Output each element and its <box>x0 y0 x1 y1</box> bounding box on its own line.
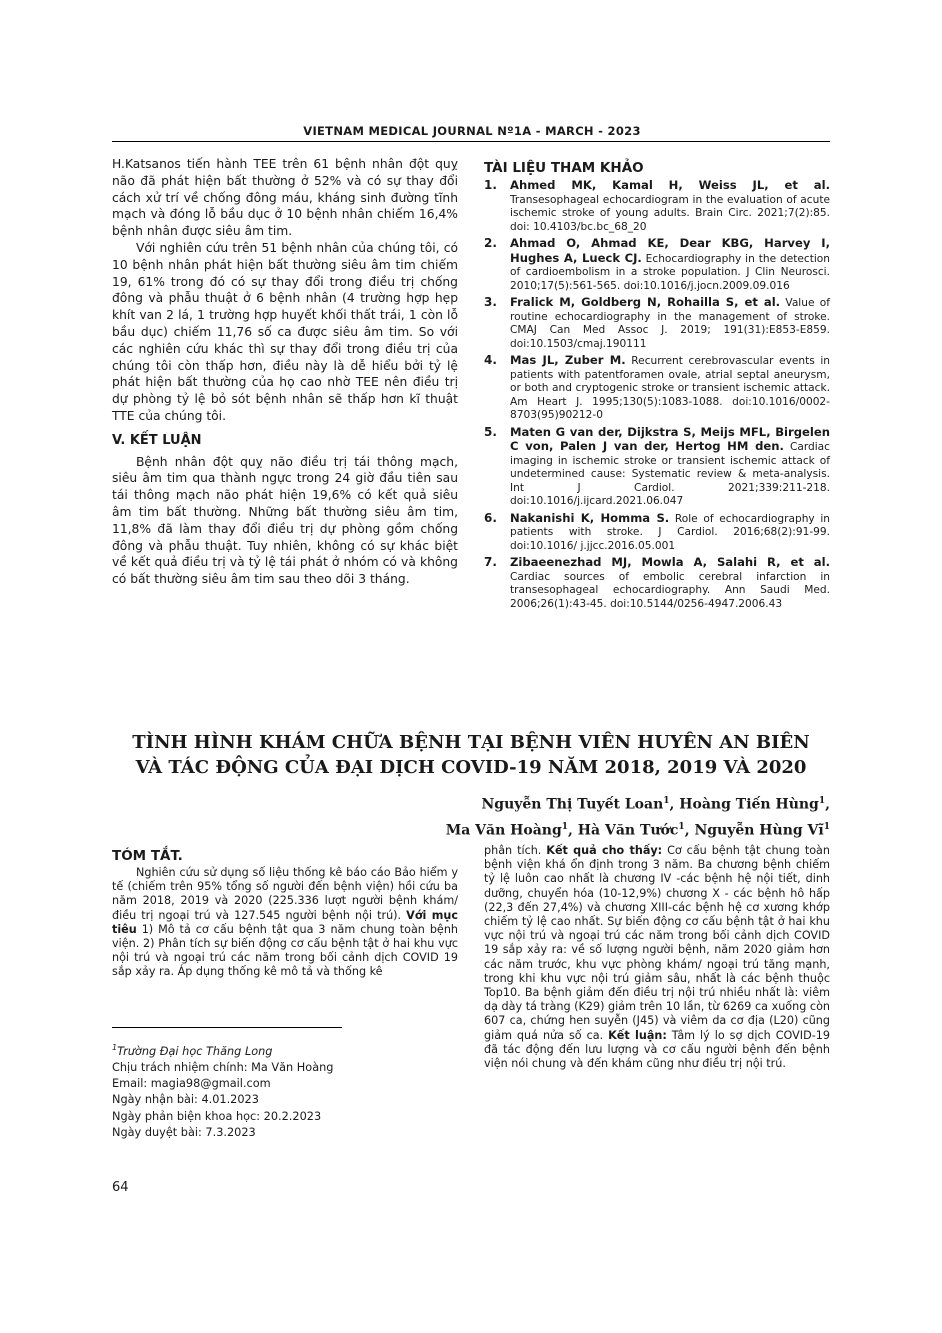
reference-number: 5. <box>484 424 497 439</box>
affiliation-mark: 1 <box>823 821 830 832</box>
objective-label: Với mục tiêu <box>112 908 458 936</box>
reference-list <box>484 179 830 611</box>
reference-item <box>484 556 830 611</box>
left-column <box>112 156 458 588</box>
reference-authors: Zibaeenezhad MJ, Mowla A, Salahi R, et al. <box>510 555 830 569</box>
reference-item <box>484 512 830 554</box>
reference-number: 6. <box>484 510 497 525</box>
summary-paragraph-1: Nghiên cứu sử dụng số liệu thống kê báo cáo Bảo hiểm y tế (chiếm trên 95% tổng số người đến bệnh viện) hồi cứu ba năm 2018, 2019 và 2020 (225.336 lượt người bệnh khám/ điều trị ngoại trú và 127.545 người bệnh nội trú). Với mục tiêu 1) Mô tả cơ cấu bệnh tật qua 3 năm chung toàn bệnh viện. 2) Phân tích sự biến động cơ cấu bệnh tật ở hai khu vực nội trú và ngoại trú các năm trong bối cảnh dịch COVID 19 sắp xảy ra. Áp dụng thống kê mô tả và thống kê <box>112 866 458 979</box>
reference-item <box>484 426 830 509</box>
paragraph-conclusion: Bệnh nhân đột quỵ não điều trị tái thông mạch, siêu âm tim qua thành ngực trong 24 giờ đầu tiên sau tái thông mạch não phát hiện 19,6% có kết quả siêu âm tim bất thường. Những bất thường siêu âm tim, 11,8% đã làm thay đổi điều trị dự phòng gồm chống đông và phẫu thuật. Tuy nhiên, không có sự khác biệt về kết quả điều trị và tỷ lệ tái phát ở nhóm có và không có bất thường siêu âm tim sau theo dõi 3 tháng. <box>112 454 458 587</box>
reference-authors: Mas JL, Zuber M. <box>510 353 626 367</box>
journal-header: VIETNAM MEDICAL JOURNAL Nº1A - MARCH - 2023 <box>303 124 641 138</box>
reference-authors: Ahmad O, Ahmad KE, Dear KBG, Harvey I, Hughes A, Lueck CJ. <box>510 236 830 265</box>
affiliation-mark: 1 <box>678 821 685 832</box>
reference-text: Echocardiography in the detection of cardioembolism in a stroke population. J Clin Neurosci. 2010;17(5):561-565. doi:10.1016/j.jocn.2009.09.016 <box>510 252 831 292</box>
affiliation: Trường Đại học Thăng Long <box>117 1044 273 1058</box>
reference-text: Role of echocardiography in patients with stroke. J Cardiol. 2016;68(2):91-99. doi:10.1016/ j.jjcc.2016.05.001 <box>510 512 830 552</box>
header-rule <box>112 141 830 142</box>
reference-authors: Ahmed MK, Kamal H, Weiss JL, et al. <box>510 178 830 192</box>
reference-authors: Maten G van der, Dijkstra S, Meijs MFL, Birgelen C von, Palen J van der, Hertog HM den. <box>510 424 830 453</box>
email: Email: magia98@gmail.com <box>112 1077 271 1091</box>
conclusion-label: Kết luận: <box>608 1028 667 1042</box>
author-list: Nguyễn Thị Tuyết Loan$^1$, Hoàng Tiến Hùng$^1$, Ma Văn Hoàng$^1$, Hà Văn Tước$^1$, Nguyễn Hùng $Vĩ^1$ <box>445 796 830 839</box>
page-number: 64 <box>112 1180 129 1195</box>
reference-number: 4. <box>484 353 497 367</box>
paragraph-our-study: Với nghiên cứu trên 51 bệnh nhân của chúng tôi, có 10 bệnh nhân phát hiện bất thường siêu âm tim chiếm 19, 61% trong đó có sự thay đổi trong điều trị chống đông và phẫu thuật ở 6 bệnh nhân (4 trường hợp hẹp khít van 2 lá, 1 trường hợp huyết khối thất trái, 1 còn lỗ bầu dục) chiếm 11,76 số ca được siêu âm tim. So với các nghiên cứu khác thì sự thay đổi trong điều trị của chúng tôi còn thấp hơn, điều này là dễ hiểu bởi tỷ lệ phát hiện bất thường của họ cao nhờ TEE nên điều trị dự phòng tỷ lệ bỏ sót bệnh nhân sẽ thấp hơn kĩ thuật TTE của chúng tôi. <box>112 240 458 423</box>
article-title <box>112 730 830 780</box>
reference-number: 1. <box>484 178 497 192</box>
corresponding-author: Chịu trách nhiệm chính: Ma Văn Hoàng <box>112 1060 334 1074</box>
affiliation-mark: 1 <box>818 796 826 806</box>
references-heading: TÀI LIỆU THAM KHẢO <box>484 160 644 176</box>
author-name: Hoàng Tiến Hùng <box>679 796 819 813</box>
reference-text: Value of routine echocardiography in the management of stroke. CMAJ Can Med Assoc J. 2019; 191(31):E853-E859. doi:10.1503/cmaj.190111 <box>510 297 830 350</box>
references-section <box>484 160 830 614</box>
footnote <box>112 1040 333 1141</box>
reference-number: 2. <box>484 236 497 250</box>
summary-right: phân tích. Kết quả cho thấy: Cơ cấu bệnh tật chung toàn bệnh viện khá ổn định trong 3 năm. Ba chương bệnh chiếm tỷ lệ luôn cao nhất là chương IV -các bệnh hệ nội tiết, dinh dưỡng, chuyển hóa (10-12,9%) chương X - các bệnh hô hấp (22,3 đến 27,4%) và chương XIII-các bệnh hệ cơ xương khớp chiếm tỷ lệ cao nhất. Sự biến động cơ cấu bệnh tật ở hai khu vực nội trú và ngoại trú các năm trong bối cảnh dịch COVID 19 sắp xảy ra: về số lượng người bệnh, năm 2020 giảm hơn các năm trước, khu vực phòng khám/ ngoại trú tăng mạnh, trong khi khu vực nội trú giảm sâu, nhất là các bệnh thuộc Top10. Ba bệnh giảm đến điều trị nội trú nhiều nhất là: viêm dạ dày tá tràng (K29) giảm trên 10 lần, từ 6269 ca xuống còn 607 ca, chứng hen suyễn (J45) và viêm da cơ địa (L20) cũng giảm quá nửa số ca. Kết luận: Tâm lý lo sợ dịch COVID-19 đã tác động đến lưu lượng và cơ cấu người bệnh đến bệnh viện nói chung và đến khám cũng như điều trị nội trú. <box>484 844 830 1071</box>
reference-item <box>484 179 830 234</box>
reference-item <box>484 354 830 423</box>
reference-text: Cardiac sources of embolic cerebral infarction in transesophageal echocardiography. Ann Saudi Med. 2006;26(1):43-45. doi:10.5144/0256-4947.2006.43 <box>510 570 830 610</box>
paragraph-katsanos: H.Katsanos tiến hành TEE trên 61 bệnh nhân đột quỵ não đã phát hiện bất thường ở 52% và có sự thay đổi cách xử trí về chống đông máu, kháng sinh đường tĩnh mạch và đóng lỗ bầu dục ở 10 bệnh nhân chiếm 16,4% bệnh nhân được siêu âm tim. <box>112 157 458 239</box>
footnote-rule <box>112 1027 342 1028</box>
affiliation-mark: 1 <box>561 821 569 832</box>
results-label: Kết quả cho thấy: <box>546 844 663 857</box>
affiliation-mark: 1 <box>663 796 670 806</box>
author-name: Hà Văn Tước <box>577 822 679 839</box>
reference-text: Transesophageal echocardiogram in the evaluation of acute ischemic stroke of young adults. Brain Circ. 2021;7(2):85. doi: 10.4103/bc.bc_68_20 <box>510 193 830 233</box>
title-line-1: TÌNH HÌNH KHÁM CHỮA BỆNH TẠI BỆNH VIÊN HUYÊN AN BIÊN <box>132 732 810 753</box>
summary-heading: TÓM TẮT. <box>112 848 183 864</box>
reference-number: 3. <box>484 295 497 309</box>
reference-text: Recurrent cerebrovascular events in patients with patentforamen ovale, atrial septal aneurysm, or both and cryptogenic stroke or transient ischemic attack. Am Heart J. 1995;130(5):1083-1088. doi:10.1016/0002-8703(95)90212-0 <box>510 355 831 421</box>
affiliation-mark: 1 <box>112 1043 118 1052</box>
author-name: Nguyễn Thị Tuyết Loan <box>481 796 664 813</box>
reference-number: 7. <box>484 555 497 569</box>
date-received: Ngày nhận bài: 4.01.2023 <box>112 1093 259 1107</box>
reference-authors: Nakanishi K, Homma S. <box>510 510 670 525</box>
reference-authors: Fralick M, Goldberg N, Rohailla S, et al. <box>510 295 781 309</box>
reference-item <box>484 296 830 351</box>
summary-left <box>112 848 458 980</box>
author-name: Ma Văn Hoàng <box>445 822 562 839</box>
reference-text: Cardiac imaging in ischemic stroke or transient ischemic attack of undetermined cause: Systematic review & meta-analysis. Int J Cardiol. 2021;339:211-218. doi:10.1016/j.ijcard.2021.06.047 <box>510 441 830 507</box>
author-name: Nguyễn Hùng Vĩ <box>694 822 824 839</box>
date-approved: Ngày duyệt bài: 7.3.2023 <box>112 1125 256 1139</box>
date-reviewed: Ngày phản biện khoa học: 20.2.2023 <box>112 1109 322 1123</box>
title-line-2: VÀ TÁC ĐỘNG CỦA ĐẠI DỊCH COVID-19 NĂM 2018, 2019 VÀ 2020 <box>135 757 807 778</box>
section-heading-conclusion: V. KẾT LUẬN <box>112 432 202 448</box>
reference-item <box>484 237 830 293</box>
